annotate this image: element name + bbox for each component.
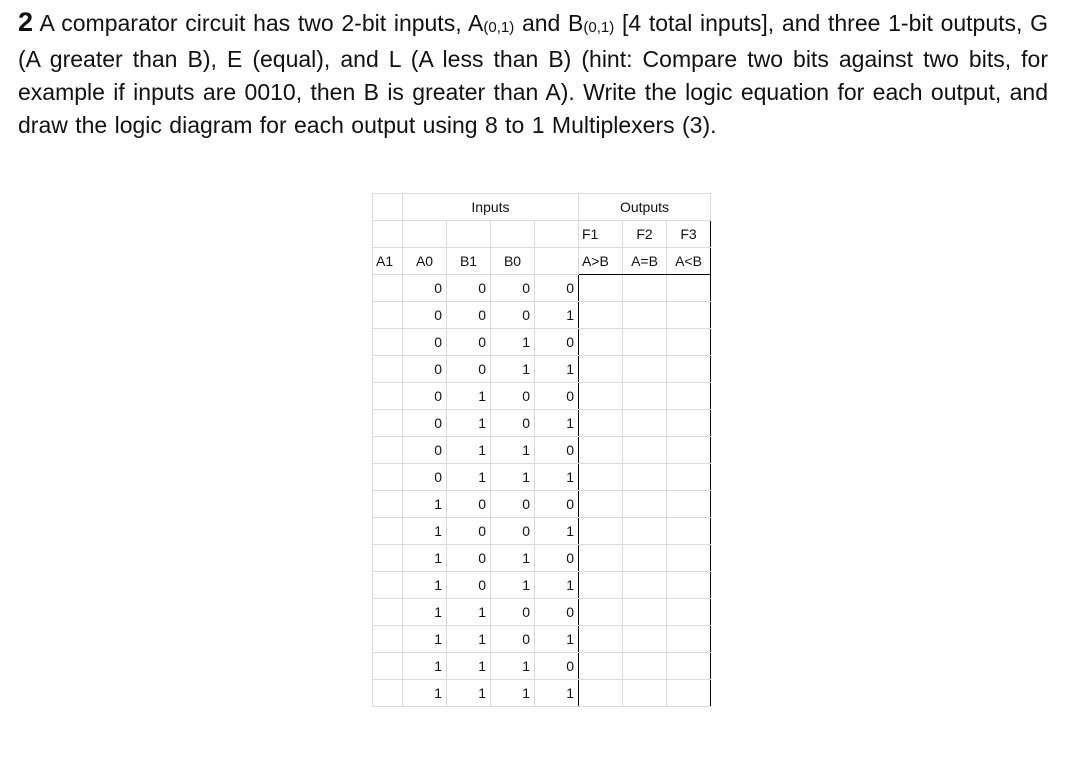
outputs-title: Outputs (579, 194, 711, 221)
table-cell: 0 (491, 302, 535, 329)
output-cell (623, 572, 667, 599)
table-cell: 0 (447, 491, 491, 518)
output-cell (579, 275, 623, 302)
question-number: 2 (18, 7, 34, 37)
table-row (373, 626, 711, 653)
table-row (373, 518, 711, 545)
table-cell: 0 (535, 599, 579, 626)
table-cell: 1 (447, 383, 491, 410)
table-cell: 1 (535, 410, 579, 437)
output-code-f3: F3 (667, 221, 711, 248)
output-cell (623, 518, 667, 545)
table-cell: 0 (447, 545, 491, 572)
table-cell: 1 (447, 599, 491, 626)
table-cell: 1 (491, 356, 535, 383)
table-cell: 0 (535, 329, 579, 356)
output-code-row (373, 221, 711, 248)
output-cell (623, 491, 667, 518)
table-cell: 1 (535, 572, 579, 599)
table-cell: 1 (403, 572, 447, 599)
header-b1: B1 (447, 248, 491, 275)
output-cell (667, 356, 711, 383)
output-cell (623, 329, 667, 356)
table-cell: 1 (403, 626, 447, 653)
output-cell (667, 680, 711, 707)
table-cell: 1 (403, 491, 447, 518)
table-row (373, 302, 711, 329)
output-cell (667, 383, 711, 410)
table-cell: 0 (535, 545, 579, 572)
table-cell: 1 (403, 545, 447, 572)
table-cell: 0 (535, 437, 579, 464)
table-cell: 0 (491, 383, 535, 410)
table-cell: 1 (535, 464, 579, 491)
table-cell: 1 (403, 680, 447, 707)
question-text-part-1: A comparator circuit has two 2-bit inputs, A (33, 10, 484, 36)
table-cell: 1 (491, 572, 535, 599)
output-cell (623, 275, 667, 302)
table-cell: 1 (447, 626, 491, 653)
table-cell: 1 (491, 680, 535, 707)
output-cell (623, 545, 667, 572)
output-cell (667, 491, 711, 518)
table-row (373, 680, 711, 707)
output-cell (579, 491, 623, 518)
output-cell (623, 410, 667, 437)
table-cell: 0 (491, 518, 535, 545)
question-text-part-2: and B (514, 10, 584, 36)
output-cell (579, 410, 623, 437)
output-code-f1: F1 (579, 221, 623, 248)
output-cell (623, 599, 667, 626)
truth-table (372, 193, 711, 707)
table-cell: 1 (535, 680, 579, 707)
output-cell (667, 653, 711, 680)
table-cell: 0 (447, 302, 491, 329)
table-row (373, 464, 711, 491)
table-cell: 1 (403, 518, 447, 545)
output-cell (579, 545, 623, 572)
problem-statement (18, 6, 1048, 142)
table-cell: 0 (403, 437, 447, 464)
output-cell (667, 410, 711, 437)
table-cell: 0 (491, 275, 535, 302)
table-cell: 1 (491, 464, 535, 491)
table-cell: 0 (403, 302, 447, 329)
output-cell (579, 302, 623, 329)
output-cell (623, 626, 667, 653)
output-cell (623, 302, 667, 329)
table-cell: 1 (535, 356, 579, 383)
output-cell (579, 383, 623, 410)
table-cell: 0 (447, 275, 491, 302)
table-cell: 1 (403, 653, 447, 680)
table-cell: 1 (535, 626, 579, 653)
output-cell (579, 356, 623, 383)
output-cell (579, 680, 623, 707)
header-a1: A1 (373, 248, 403, 275)
table-cell: 0 (491, 491, 535, 518)
header-a-equal-b: A=B (623, 248, 667, 275)
a-subscript: (0,1) (483, 19, 515, 36)
output-cell (623, 680, 667, 707)
table-cell: 0 (403, 464, 447, 491)
output-cell (623, 653, 667, 680)
output-cell (667, 275, 711, 302)
output-cell (667, 545, 711, 572)
table-row (373, 572, 711, 599)
output-cell (623, 464, 667, 491)
table-cell: 0 (447, 356, 491, 383)
table-cell: 0 (535, 383, 579, 410)
header-b0: B0 (491, 248, 535, 275)
table-cell: 1 (535, 518, 579, 545)
table-cell: 0 (535, 653, 579, 680)
output-cell (667, 437, 711, 464)
table-row (373, 599, 711, 626)
output-cell (667, 302, 711, 329)
table-cell: 0 (491, 410, 535, 437)
header-a0: A0 (403, 248, 447, 275)
header-a-less-b: A<B (667, 248, 711, 275)
table-row (373, 653, 711, 680)
table-cell: 1 (447, 680, 491, 707)
table-cell: 0 (403, 356, 447, 383)
output-cell (579, 653, 623, 680)
output-cell (623, 437, 667, 464)
output-cell (579, 329, 623, 356)
table-cell: 0 (491, 599, 535, 626)
column-header-row (373, 248, 711, 275)
table-cell: 0 (447, 329, 491, 356)
output-code-f2: F2 (623, 221, 667, 248)
table-title-row (373, 194, 711, 221)
question-text-part-3: [4 total inputs], and three 1-bit outputs, G (A greater than B), E (equal), and L (A less than B) (hint: Compare two bits against two bits, for example if inputs are 0010, then B is greater than A). Write the logic equation for each output, and draw the logic diagram for each output using 8 to 1 Multiplexers (3). (18, 10, 1049, 138)
table-cell: 1 (491, 545, 535, 572)
table-cell: 1 (447, 437, 491, 464)
table-row (373, 437, 711, 464)
table-cell: 0 (403, 410, 447, 437)
output-cell (579, 518, 623, 545)
table-cell: 1 (491, 437, 535, 464)
table-row (373, 383, 711, 410)
table-cell: 0 (535, 491, 579, 518)
output-cell (667, 464, 711, 491)
table-cell: 1 (491, 653, 535, 680)
output-cell (579, 464, 623, 491)
table-row (373, 275, 711, 302)
table-cell: 0 (403, 383, 447, 410)
output-cell (623, 356, 667, 383)
output-cell (579, 599, 623, 626)
table-cell: 0 (403, 275, 447, 302)
b-subscript: (0,1) (583, 19, 615, 36)
table-cell: 1 (491, 329, 535, 356)
table-row (373, 545, 711, 572)
inputs-title: Inputs (403, 194, 579, 221)
table-cell: 0 (491, 626, 535, 653)
table-cell: 0 (447, 572, 491, 599)
table-cell: 1 (447, 464, 491, 491)
table-cell: 1 (403, 599, 447, 626)
output-cell (667, 599, 711, 626)
table-cell: 0 (535, 275, 579, 302)
header-a-greater-b: A>B (579, 248, 623, 275)
output-cell (667, 518, 711, 545)
table-cell: 0 (403, 329, 447, 356)
output-cell (667, 329, 711, 356)
table-cell: 0 (447, 518, 491, 545)
table-row (373, 356, 711, 383)
table-row (373, 491, 711, 518)
output-cell (579, 572, 623, 599)
table-row (373, 410, 711, 437)
table-cell: 1 (535, 302, 579, 329)
output-cell (667, 572, 711, 599)
output-cell (579, 437, 623, 464)
output-cell (579, 626, 623, 653)
table-row (373, 329, 711, 356)
output-cell (667, 626, 711, 653)
table-cell: 1 (447, 653, 491, 680)
output-cell (623, 383, 667, 410)
table-cell: 1 (447, 410, 491, 437)
